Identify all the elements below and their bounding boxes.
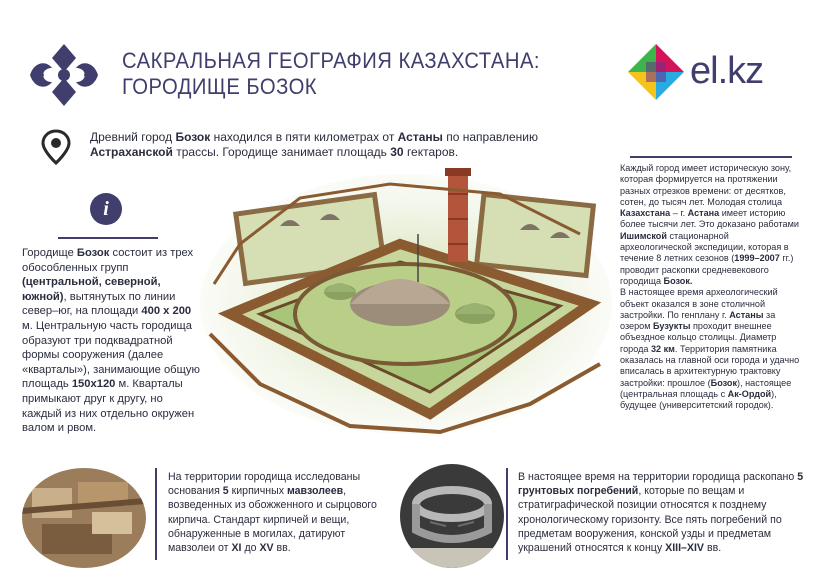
burials-text: В настоящее время на территории городища раскопано 5 грунтовых погребений, которые по вещам и стратиграфической позиции относятся к позднему хронологическому горизонту. Все пять погребений по предметам вооружения, конской узды и предметам украшений относятся к концу XIII–XIV вв.: [518, 471, 804, 555]
right-description: Каждый город имеет историческую зону, которая формируется на протяжении разных отрезков времени: от десятков, сотен, до тысяч лет. Молодая столица Казахстана – г. Астана имеет историю более тысячи лет. Это доказано работами Ишимской стационарной археологической экспедиции, которая в течение 8 летних сезонов (1999–2007 гг.) проводит раскопки средневекового городища Бозок. В настоящее время археологический объект оказался в зоне столичной застройки. По генплану г. Астаны за озером Бузукты проходит внешнее объездное кольцо столицы. Диаметр города 32 км. Территория памятника оказалась на главной оси города и удачно вписалась в архитектурную трактовку застройки: прошлое (Бозок), настоящее (центральная площадь с Ак-Ордой), будущее (университетский городок).: [620, 163, 800, 411]
excavation-photo: [22, 468, 146, 568]
intro-text: Древний город Бозок находился в пяти километрах от Астаны по направлению Астраханской трассы. Городище занимает площадь 30 гектаров.: [90, 130, 538, 159]
brand-logo: [628, 44, 778, 100]
left-description: Городище Бозок состоит из трех обособленных групп (центральной, северной, южной), вытянутых по линии север–юг, на площади 400 х 200 м. Центральную часть городища образуют три подквадратной формы сооружения (далее «кварталы»), занимающие общую площадь 150х120 м. Кварталы примыкают друг к другу, но каждый из них отдельно окружен валом и рвом.: [22, 247, 200, 435]
kazakh-ornament-icon: [24, 40, 104, 110]
page-title: [122, 48, 541, 100]
divider: [506, 468, 508, 560]
brand-mark-icon: [628, 44, 684, 100]
divider: [155, 468, 157, 560]
divider: [630, 156, 792, 158]
title-line-1: САКРАЛЬНАЯ ГЕОГРАФИЯ КАЗАХСТАНА:: [122, 48, 541, 73]
brand-name: el.kz: [690, 50, 764, 92]
info-icon: i: [90, 193, 122, 225]
mausoleum-text: На территории городища исследованы основания 5 кирпичных мавзолеев, возведенных из обожженного и сырцового кирпича. Стандарт кирпичей и вещи, обнаруженные в могилах, датируют мавзолеи от XI до XV вв.: [168, 471, 377, 555]
settlement-illustration: [200, 164, 612, 439]
map-pin-icon: [40, 129, 72, 165]
ring-artifact-photo: [400, 464, 504, 568]
title-line-2: ГОРОДИЩЕ БОЗОК: [122, 74, 318, 99]
divider: [58, 237, 158, 239]
